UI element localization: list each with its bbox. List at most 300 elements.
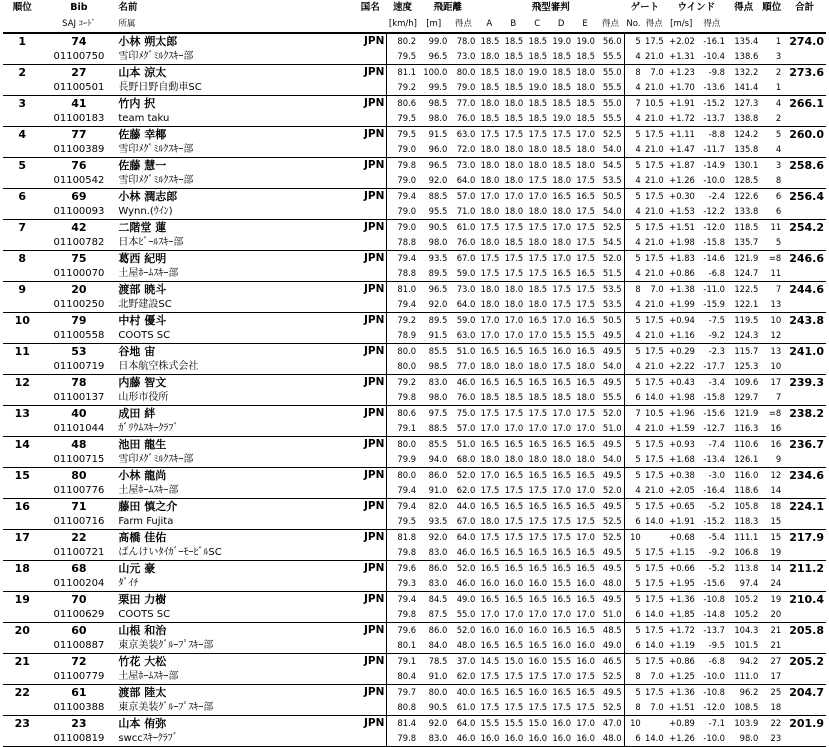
judge-c-cell: 17.5 xyxy=(525,483,549,499)
judge-e-header: E xyxy=(573,16,597,33)
table-row-second-jump xyxy=(3,266,826,282)
gate-points-cell: 21.0 xyxy=(643,142,666,158)
round-rank-cell: 19 xyxy=(770,594,782,604)
round-rank-cell: 11 xyxy=(760,266,783,282)
rank-spacer xyxy=(3,483,41,499)
gate-points-cell: 17.5 xyxy=(645,315,664,325)
judge-b-cell: 16.5 xyxy=(504,439,524,449)
judge-a-cell: 18.0 xyxy=(480,160,500,170)
judge-a-cell: 17.5 xyxy=(477,483,501,499)
judge-d-cell: 18.5 xyxy=(549,142,573,158)
round-points-cell: 126.1 xyxy=(727,452,760,468)
table-row-second-jump xyxy=(3,700,826,716)
speed-unit: [km/h] xyxy=(387,16,418,33)
saj-code-cell: 01101044 xyxy=(41,421,116,437)
rank-cell: 3 xyxy=(18,97,27,110)
distance-cell: 86.0 xyxy=(428,563,448,573)
judge-a-cell: 16.5 xyxy=(480,439,500,449)
rank-spacer xyxy=(3,452,41,468)
judge-b-cell: 17.0 xyxy=(501,328,525,344)
table-row-second-jump xyxy=(3,514,826,530)
round-points-cell: 138.6 xyxy=(727,49,760,65)
wind-cell: +0.94 xyxy=(669,315,695,325)
total-spacer xyxy=(783,452,826,468)
rank-cell: 12 xyxy=(14,376,30,389)
wind-cell: +2.02 xyxy=(669,36,695,46)
wind-unit: [m/s] xyxy=(666,16,697,33)
judge-c-cell: 17.0 xyxy=(525,607,549,623)
speed-cell: 79.1 xyxy=(387,654,418,670)
judge-e-cell: 17.5 xyxy=(573,669,597,685)
wind-points-cell: -10.0 xyxy=(697,669,727,685)
distance-cell: 94.0 xyxy=(418,452,449,468)
wind-cell: +1.16 xyxy=(666,328,697,344)
table-row xyxy=(3,437,826,453)
judge-a-cell: 18.5 xyxy=(480,67,500,77)
speed-cell: 79.8 xyxy=(387,390,418,406)
judge-a-cell: 14.5 xyxy=(480,656,500,666)
judge-points-cell: 53.5 xyxy=(602,284,622,294)
results-table xyxy=(3,0,826,747)
round-rank-cell: 11 xyxy=(770,222,782,232)
speed-cell: 80.6 xyxy=(387,406,418,422)
rank-spacer xyxy=(3,421,41,437)
rank-spacer xyxy=(3,607,41,623)
nation-cell: JPN xyxy=(363,376,385,388)
judge-d-cell: 17.5 xyxy=(552,532,572,542)
rank-spacer xyxy=(3,700,41,716)
judge-a-cell: 18.0 xyxy=(477,514,501,530)
saj-code-cell: 01100389 xyxy=(41,142,116,158)
rank-spacer xyxy=(3,638,41,654)
distance-points-cell: 48.0 xyxy=(449,638,477,654)
table-row xyxy=(3,623,826,639)
distance-cell: 98.5 xyxy=(428,98,448,108)
distance-cell: 98.0 xyxy=(418,390,449,406)
distance-cell: 92.0 xyxy=(418,297,449,313)
wind-points-cell: -12.0 xyxy=(697,700,727,716)
judge-c-cell: 18.5 xyxy=(525,390,549,406)
distance-points-cell: 55.0 xyxy=(449,607,477,623)
wind-cell: +0.30 xyxy=(669,191,695,201)
wind-cell: +1.36 xyxy=(669,594,695,604)
wind-points-cell: -15.2 xyxy=(703,98,726,108)
judge-b-cell: 16.5 xyxy=(504,687,524,697)
athlete-name: 渡部 暁斗 xyxy=(118,283,167,296)
gate-points-cell: 17.5 xyxy=(645,687,664,697)
distance-cell: 78.5 xyxy=(428,656,448,666)
gate-no-cell: 5 xyxy=(624,33,643,49)
wind-points-header: 得点 xyxy=(697,16,727,33)
wind-header: ウインド xyxy=(677,2,716,13)
header-row-2 xyxy=(3,16,826,33)
judge-d-cell: 18.5 xyxy=(552,98,572,108)
total-cell: 234.6 xyxy=(789,469,824,482)
judge-e-cell: 18.0 xyxy=(573,359,597,375)
club-cell: 雪印ﾒｸﾞﾐﾙｸｽｷｰ部 xyxy=(116,142,353,158)
distance-cell: 85.5 xyxy=(428,439,448,449)
judge-c-header: C xyxy=(525,16,549,33)
distance-points-cell: 62.0 xyxy=(449,483,477,499)
gate-points-cell: 21.0 xyxy=(643,49,666,65)
gate-no-cell: 7 xyxy=(624,96,643,112)
gate-points-cell: 21.0 xyxy=(643,266,666,282)
gate-no-cell: 5 xyxy=(624,545,643,561)
distance-points-cell: 78.0 xyxy=(456,36,476,46)
total-spacer xyxy=(783,235,826,251)
judge-a-cell: 17.0 xyxy=(480,470,500,480)
wind-cell: +0.89 xyxy=(669,718,695,728)
judge-points-cell: 48.5 xyxy=(602,625,622,635)
judge-a-cell: 17.0 xyxy=(480,191,500,201)
gate-no-cell: 5 xyxy=(624,189,643,205)
distance-cell: 99.5 xyxy=(418,80,449,96)
round-rank-cell: 13 xyxy=(760,297,783,313)
judge-a-cell: 16.5 xyxy=(477,545,501,561)
judge-e-cell: 17.0 xyxy=(576,718,595,728)
table-row xyxy=(3,468,826,484)
distance-cell: 91.5 xyxy=(418,328,449,344)
judge-d-cell: 17.0 xyxy=(552,408,572,418)
distance-cell: 98.0 xyxy=(418,235,449,251)
round-rank-cell: 23 xyxy=(760,731,783,747)
club-cell: 雪印ﾒｸﾞﾐﾙｸｽｷｰ部 xyxy=(116,452,353,468)
table-row-second-jump xyxy=(3,297,826,313)
round-rank-cell: 21 xyxy=(770,625,782,635)
judge-points-cell: 49.5 xyxy=(602,563,622,573)
bib-cell: 77 xyxy=(71,128,87,141)
wind-points-cell: -16.1 xyxy=(703,36,726,46)
total-spacer xyxy=(783,483,826,499)
speed-cell: 79.4 xyxy=(387,483,418,499)
judge-c-cell: 18.0 xyxy=(525,142,549,158)
distance-cell: 88.5 xyxy=(418,421,449,437)
nation-spacer xyxy=(354,297,387,313)
table-row xyxy=(3,282,826,298)
judge-a-cell: 16.5 xyxy=(480,687,500,697)
judge-c-cell: 17.5 xyxy=(528,222,548,232)
rank-spacer xyxy=(3,173,41,189)
judge-points-cell: 55.5 xyxy=(597,49,624,65)
judge-c-cell: 16.5 xyxy=(528,346,548,356)
judge-e-cell: 16.5 xyxy=(576,470,595,480)
total-spacer xyxy=(783,514,826,530)
gate-no-cell: 8 xyxy=(624,65,643,81)
gate-points-cell: 21.0 xyxy=(643,111,666,127)
total-cell: 273.6 xyxy=(789,66,824,79)
gate-no-cell: 5 xyxy=(624,344,643,360)
club-cell: Farm Fujita xyxy=(116,514,353,530)
gate-no-cell: 5 xyxy=(624,437,643,453)
judge-e-cell: 19.0 xyxy=(576,36,595,46)
round-rank-cell: 14 xyxy=(770,563,782,573)
judge-a-cell: 18.0 xyxy=(480,98,500,108)
bib-cell: 69 xyxy=(71,190,87,203)
total-spacer xyxy=(783,390,826,406)
distance-cell: 96.5 xyxy=(418,49,449,65)
gate-no-cell: 6 xyxy=(624,514,643,530)
speed-cell: 80.0 xyxy=(387,437,418,453)
judge-b-cell: 15.5 xyxy=(504,718,524,728)
wind-points-cell: -3.0 xyxy=(708,470,726,480)
speed-cell: 81.0 xyxy=(387,282,418,298)
judge-b-cell: 16.0 xyxy=(501,576,525,592)
judge-e-cell: 17.5 xyxy=(576,284,595,294)
judge-b-cell: 18.5 xyxy=(501,80,525,96)
speed-cell: 79.2 xyxy=(387,313,418,329)
distance-points-cell: 37.0 xyxy=(456,656,476,666)
judge-b-cell: 15.0 xyxy=(504,656,524,666)
distance-points-cell: 46.0 xyxy=(449,576,477,592)
table-row xyxy=(3,96,826,112)
athlete-name: 竹花 大松 xyxy=(118,655,167,668)
distance-cell: 87.5 xyxy=(418,607,449,623)
judge-e-cell: 16.0 xyxy=(576,656,595,666)
gate-points-cell: 21.0 xyxy=(643,359,666,375)
judge-points-cell: 52.0 xyxy=(602,253,622,263)
distance-points-cell: 61.0 xyxy=(456,222,476,232)
round-points-cell: 122.1 xyxy=(727,297,760,313)
athlete-name: 谷地 宙 xyxy=(118,345,156,358)
gate-points-cell: 17.5 xyxy=(645,501,664,511)
speed-cell: 80.8 xyxy=(387,700,418,716)
gate-points-cell: 21.0 xyxy=(643,173,666,189)
gate-no-cell: 4 xyxy=(624,235,643,251)
wind-cell: +0.38 xyxy=(669,470,695,480)
judge-c-cell: 18.5 xyxy=(528,36,548,46)
table-row xyxy=(3,313,826,329)
distance-points-cell: 73.0 xyxy=(449,49,477,65)
round-rank-cell: 12 xyxy=(770,470,782,480)
total-cell: 236.7 xyxy=(789,438,824,451)
judge-d-cell: 17.5 xyxy=(549,359,573,375)
gate-points-cell: 17.5 xyxy=(645,470,664,480)
rank-cell: 15 xyxy=(14,469,30,482)
round-points-cell: 97.4 xyxy=(727,576,760,592)
table-header xyxy=(3,0,826,33)
judge-d-cell: 16.5 xyxy=(552,625,572,635)
round-points-cell: 110.6 xyxy=(734,439,759,449)
table-row xyxy=(3,158,826,174)
nation-cell: JPN xyxy=(363,500,385,512)
gate-no-cell: 4 xyxy=(624,49,643,65)
judge-a-cell: 16.5 xyxy=(480,501,500,511)
judge-e-cell: 16.5 xyxy=(576,439,595,449)
saj-code-cell: 01100501 xyxy=(41,80,116,96)
table-row-second-jump xyxy=(3,49,826,65)
judge-b-cell: 17.5 xyxy=(504,222,524,232)
judge-e-cell: 16.5 xyxy=(576,191,595,201)
judge-d-cell: 17.0 xyxy=(549,483,573,499)
rank-spacer xyxy=(3,266,41,282)
judge-points-cell: 52.5 xyxy=(602,129,622,139)
distance-points-cell: 67.0 xyxy=(449,514,477,530)
total-cell: 254.2 xyxy=(789,221,824,234)
table-row xyxy=(3,127,826,143)
total-cell: 243.8 xyxy=(789,314,824,327)
judge-b-cell: 17.5 xyxy=(501,700,525,716)
distance-points-cell: 51.0 xyxy=(456,346,476,356)
rank-cell: 16 xyxy=(14,500,30,513)
judge-b-cell: 16.0 xyxy=(501,731,525,747)
round-points-cell: 96.2 xyxy=(739,687,759,697)
speed-cell: 80.1 xyxy=(387,638,418,654)
judge-b-cell: 17.0 xyxy=(504,191,524,201)
wind-points-cell: -15.8 xyxy=(697,390,727,406)
round-points-cell: 118.5 xyxy=(734,222,759,232)
table-row-second-jump xyxy=(3,328,826,344)
judge-d-cell: 18.5 xyxy=(549,80,573,96)
gate-points-cell: 14.0 xyxy=(643,731,666,747)
rank-spacer xyxy=(3,204,41,220)
table-row-second-jump xyxy=(3,111,826,127)
judge-points-cell: 47.0 xyxy=(602,718,622,728)
round-rank-cell: 17 xyxy=(760,669,783,685)
table-row-second-jump xyxy=(3,545,826,561)
bib-cell: 78 xyxy=(71,376,87,389)
rank-cell: 8 xyxy=(18,252,27,265)
speed-cell: 78.8 xyxy=(387,235,418,251)
wind-points-cell: -13.6 xyxy=(697,80,727,96)
round-points-cell: 119.5 xyxy=(734,315,759,325)
nation-spacer xyxy=(354,390,387,406)
judge-points-cell: 54.0 xyxy=(597,359,624,375)
judge-e-cell: 17.5 xyxy=(576,222,595,232)
round-points-cell: 125.3 xyxy=(727,359,760,375)
athlete-name: 小林 龍尚 xyxy=(118,469,167,482)
table-row-second-jump xyxy=(3,142,826,158)
total-spacer xyxy=(783,421,826,437)
wind-cell: +1.70 xyxy=(666,80,697,96)
judge-c-cell: 16.5 xyxy=(528,501,548,511)
judge-b-cell: 17.5 xyxy=(504,408,524,418)
judge-d-cell: 16.0 xyxy=(549,731,573,747)
speed-cell: 78.9 xyxy=(387,328,418,344)
gate-points-cell: 21.0 xyxy=(643,483,666,499)
wind-points-cell: -14.9 xyxy=(703,160,726,170)
table-row-second-jump xyxy=(3,173,826,189)
saj-code-cell: 01100542 xyxy=(41,173,116,189)
saj-code-cell: 01100721 xyxy=(41,545,116,561)
distance-points-cell: 59.0 xyxy=(456,315,476,325)
club-cell: 山形市役所 xyxy=(116,390,353,406)
distance-points-cell: 73.0 xyxy=(456,284,476,294)
round-rank-header: 順位 xyxy=(762,2,782,13)
judge-b-cell: 18.0 xyxy=(501,204,525,220)
wind-points-cell: -8.8 xyxy=(708,129,726,139)
distance-cell: 86.0 xyxy=(428,625,448,635)
gate-points-cell: 17.5 xyxy=(645,346,664,356)
judge-c-cell: 16.0 xyxy=(528,656,548,666)
round-rank-cell: 6 xyxy=(760,204,783,220)
judge-c-cell: 18.0 xyxy=(525,359,549,375)
round-points-cell: 105.2 xyxy=(734,594,759,604)
gate-points-cell: 21.0 xyxy=(643,80,666,96)
judge-b-cell: 18.0 xyxy=(501,173,525,189)
table-row xyxy=(3,530,826,546)
rank-spacer xyxy=(3,297,41,313)
judge-d-cell: 16.0 xyxy=(552,346,572,356)
judge-a-cell: 17.5 xyxy=(477,669,501,685)
wind-points-cell: -13.7 xyxy=(703,625,726,635)
judge-e-cell: 17.0 xyxy=(573,607,597,623)
gate-points-cell: 14.0 xyxy=(643,638,666,654)
round-points-cell: 124.3 xyxy=(727,328,760,344)
bib-cell: 75 xyxy=(71,252,87,265)
distance-points-cell: 79.0 xyxy=(449,80,477,96)
judge-points-cell: 50.5 xyxy=(602,191,622,201)
round-rank-cell: 8 xyxy=(760,173,783,189)
judge-points-cell: 51.0 xyxy=(597,607,624,623)
gate-no-cell: 4 xyxy=(624,111,643,127)
wind-cell: +0.68 xyxy=(669,532,695,542)
judge-a-cell: 17.5 xyxy=(480,129,500,139)
distance-cell: 84.5 xyxy=(428,594,448,604)
nation-cell: JPN xyxy=(363,35,385,47)
gate-points-cell: 17.5 xyxy=(645,191,664,201)
rank-cell: 9 xyxy=(18,283,27,296)
judge-a-cell: 17.5 xyxy=(477,266,501,282)
wind-cell: +1.87 xyxy=(669,160,695,170)
judge-e-cell: 16.5 xyxy=(576,594,595,604)
judge-d-cell: 18.0 xyxy=(549,204,573,220)
gate-no-cell: 8 xyxy=(624,700,643,716)
gate-no-cell: 4 xyxy=(624,359,643,375)
judge-d-cell: 17.5 xyxy=(552,284,572,294)
judge-d-cell: 18.0 xyxy=(549,235,573,251)
round-points-cell: 103.9 xyxy=(734,718,759,728)
round-rank-cell: 10 xyxy=(760,359,783,375)
judge-c-cell: 18.0 xyxy=(525,297,549,313)
round-rank-cell: 5 xyxy=(775,129,782,139)
round-points-cell: 111.0 xyxy=(727,669,760,685)
round-rank-cell: 20 xyxy=(760,607,783,623)
speed-cell: 79.0 xyxy=(387,204,418,220)
speed-cell: 78.8 xyxy=(387,266,418,282)
judge-e-cell: 16.5 xyxy=(576,501,595,511)
gate-no-cell: 5 xyxy=(624,685,643,701)
total-cell: 204.7 xyxy=(789,686,824,699)
distance-cell: 89.5 xyxy=(428,315,448,325)
distance-points-cell: 76.0 xyxy=(449,111,477,127)
club-cell: 土屋ﾎｰﾑｽｷｰ部 xyxy=(116,483,353,499)
judge-c-cell: 15.0 xyxy=(528,718,548,728)
speed-cell: 80.2 xyxy=(387,33,418,49)
judge-d-cell: 17.5 xyxy=(549,700,573,716)
speed-cell: 79.6 xyxy=(387,561,418,577)
round-points-cell: 135.8 xyxy=(727,142,760,158)
round-points-cell: 94.2 xyxy=(739,656,759,666)
judge-d-cell: 16.5 xyxy=(549,266,573,282)
distance-points-cell: 57.0 xyxy=(456,191,476,201)
judge-d-cell: 18.0 xyxy=(549,173,573,189)
wind-points-cell: -7.4 xyxy=(708,439,726,449)
judge-b-cell: 17.5 xyxy=(501,669,525,685)
judge-d-cell: 16.5 xyxy=(552,377,572,387)
bib-cell: 53 xyxy=(71,345,87,358)
rank-cell: 14 xyxy=(14,438,30,451)
round-rank-cell: 10 xyxy=(770,315,782,325)
judge-e-cell: 17.0 xyxy=(573,483,597,499)
wind-points-cell: -9.2 xyxy=(697,545,727,561)
speed-cell: 79.7 xyxy=(387,685,418,701)
judge-b-header: B xyxy=(501,16,525,33)
wind-cell: +1.99 xyxy=(666,297,697,313)
nation-spacer xyxy=(354,359,387,375)
distance-cell: 93.5 xyxy=(418,514,449,530)
rank-cell: 21 xyxy=(14,655,30,668)
judge-a-cell: 16.5 xyxy=(480,594,500,604)
